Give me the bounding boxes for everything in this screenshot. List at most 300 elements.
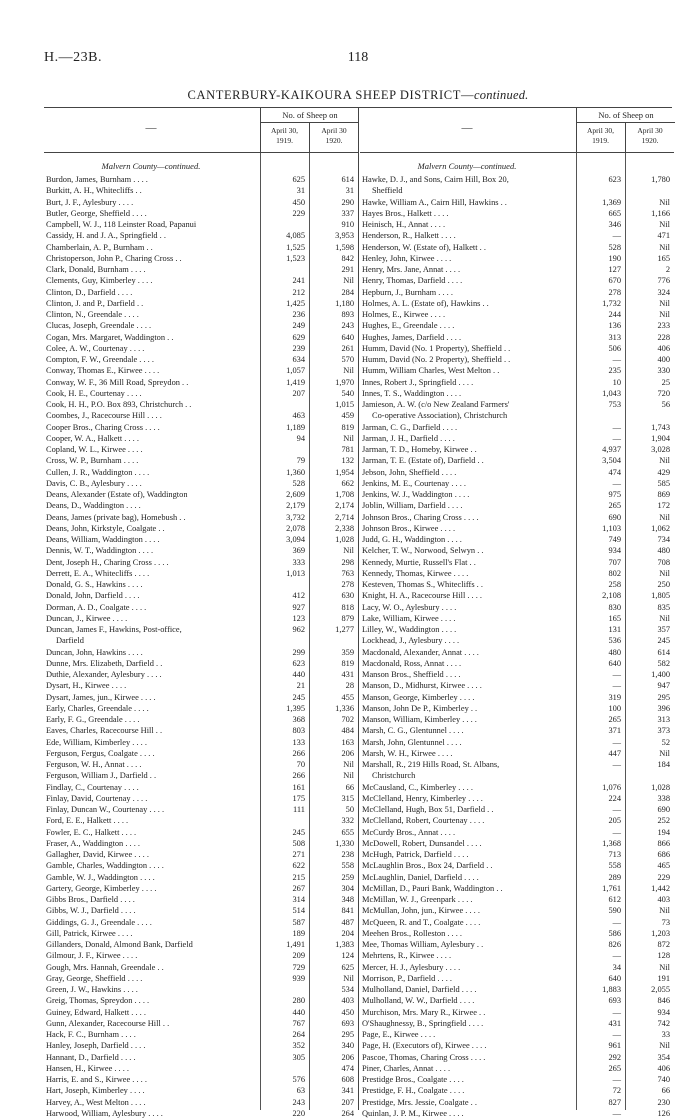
table-row (44, 568, 358, 579)
sheep-1920-value: 818 (341, 602, 354, 612)
sheep-1919-value: 209 (292, 951, 305, 961)
sheep-1919-value: 189 (292, 928, 305, 938)
sheep-1919-value: 241 (292, 276, 305, 286)
table-row (44, 725, 358, 736)
owner-name: Duncan, James F., Hawkins, Post-office, Darfield (46, 625, 182, 646)
table-row (360, 1085, 674, 1096)
table-row (360, 467, 674, 478)
sheep-1919-value: 830 (608, 602, 621, 612)
table-row (360, 602, 674, 613)
table-row (360, 692, 674, 703)
sheep-1920-value: 313 (657, 715, 670, 724)
owner-name: Lacy, W. O., Aylesbury . . . . (362, 602, 457, 612)
sheep-1919-value: 305 (292, 1052, 305, 1062)
table-row (360, 500, 674, 511)
sheep-1920-value: 740 (657, 1075, 670, 1084)
owner-name: Ferguson, Fergus, Coalgate . . . . (46, 748, 155, 758)
sheep-1919-value: 713 (608, 850, 621, 859)
owner-name: Gallagher, David, Kirwee . . . . (46, 850, 149, 859)
table-row (360, 1052, 674, 1063)
sheep-1920-value: 686 (657, 850, 670, 859)
table-row (44, 804, 358, 815)
sheep-1919-value: 220 (292, 1108, 305, 1118)
sheep-1919-value: 463 (292, 411, 305, 421)
owner-name: Jarman, C. G., Darfield . . . . (362, 422, 458, 432)
sheep-1920-value: 1,970 (335, 377, 354, 387)
owner-name: McClelland, Robert, Courtenay . . . . (362, 816, 485, 826)
sheep-1919-value: 175 (292, 793, 305, 803)
sheep-1919-value: 299 (292, 647, 305, 657)
owner-name: Page, H. (Executors of), Kirwee . . . . (362, 1041, 487, 1051)
table-row (360, 174, 674, 197)
owner-name: Clucas, Joseph, Greendale . . . . (46, 321, 152, 331)
sheep-1919-value: 1,525 (286, 242, 305, 252)
table-row (44, 658, 358, 669)
sheep-1920-value: 2,174 (335, 501, 354, 511)
sheep-1919-value: — (612, 1007, 621, 1017)
sheep-1920-value: 1,028 (651, 782, 670, 792)
owner-name: Duthie, Alexander, Aylesbury . . . . (46, 670, 162, 679)
sheep-1920-value: 429 (657, 467, 670, 477)
sheep-1919-value: 1,732 (602, 298, 621, 308)
table-body-left (44, 153, 358, 1118)
owner-name: Fraser, A., Waddington . . . . (46, 838, 140, 848)
owner-name: Hughes, E., Greendale . . . . (362, 321, 455, 331)
sheep-1920-value: 720 (657, 388, 670, 398)
sheep-1920-value: 304 (341, 883, 354, 893)
sheep-1919-value: 447 (608, 748, 621, 758)
sheep-1920-value: 835 (657, 602, 670, 612)
sheep-1920-value: 608 (341, 1075, 354, 1084)
sheep-1920-value: 640 (341, 332, 354, 342)
sheep-1920-value: 1,203 (651, 928, 670, 938)
county-heading: Malvern County—continued. (101, 161, 201, 171)
sheep-1920-value: 354 (657, 1052, 670, 1062)
sheep-1920-value: 582 (657, 658, 670, 668)
table-row (360, 208, 674, 219)
sheep-table (44, 107, 672, 1118)
table-row (360, 489, 674, 500)
sheep-1920-value: 28 (345, 681, 354, 691)
sheep-1919-value: 224 (608, 793, 621, 803)
sheep-1919-value: 267 (292, 883, 305, 893)
table-row (360, 950, 674, 961)
sheep-1920-value: Nil (659, 456, 670, 466)
table-row (44, 230, 358, 241)
sheep-1920-value: 1,330 (335, 838, 354, 848)
table-row (360, 669, 674, 680)
owner-name: Jenkins, M. E., Courtenay . . . . (362, 478, 466, 488)
owner-name: Deans, William, Waddington . . . . (46, 535, 160, 544)
owner-name: Findlay, C., Courtenay . . . . (46, 782, 139, 792)
owner-name: O'Shaughnessy, B., Springfield . . . . (362, 1018, 484, 1028)
sheep-1919-value: 1,523 (286, 253, 305, 263)
table-row (44, 557, 358, 568)
sheep-1919-value: 111 (293, 805, 305, 814)
sheep-1919-value: 161 (292, 782, 305, 792)
sheep-1919-value: 431 (608, 1018, 621, 1028)
table-row (44, 320, 358, 331)
owner-name: Henry, Thomas, Darfield . . . . (362, 276, 463, 286)
sheep-1919-value: 2,179 (286, 501, 305, 511)
table-row (44, 815, 358, 826)
sheep-1920-value: 132 (341, 456, 354, 466)
sheep-1919-value: 21 (296, 681, 305, 691)
table-row (44, 512, 358, 523)
sheep-1920-value: 332 (341, 816, 354, 826)
sheep-1919-value: 190 (608, 253, 621, 263)
sheep-1920-value: 702 (341, 715, 354, 724)
table-row (44, 197, 358, 208)
owner-name: Burdon, James, Burnham . . . . (46, 175, 148, 184)
sheep-1919-value: 1,368 (602, 838, 621, 848)
owner-name: Cooper, W. A., Halkett . . . . (46, 433, 139, 443)
table-row (360, 928, 674, 939)
sheep-1920-value: 25 (661, 377, 670, 387)
table-row (44, 275, 358, 286)
sheep-1919-value: 1,425 (286, 298, 305, 308)
sheep-1919-value: 536 (608, 636, 621, 646)
sheep-1919-value: 271 (292, 850, 305, 859)
table-row (44, 410, 358, 421)
sheep-1920-value: 3,953 (335, 231, 354, 241)
table-row (44, 388, 358, 399)
owner-name: Cook, H. E., Courtenay . . . . (46, 388, 142, 398)
owner-name: Clements, Guy, Kimberley . . . . (46, 276, 153, 286)
sheep-1919-value: 612 (608, 895, 621, 904)
sheep-1920-value: Nil (343, 760, 354, 769)
sheep-1920-value: Nil (343, 366, 354, 376)
sheep-1919-value: 480 (608, 647, 621, 657)
sheep-1920-value: 52 (661, 737, 670, 747)
owner-name: Manson, D., Midhurst, Kirwee . . . . (362, 681, 482, 691)
table-row (44, 242, 358, 253)
sheep-1919-value: 72 (612, 1086, 621, 1096)
table-row (360, 624, 674, 635)
year-1919-header: April 30, 1919. (576, 123, 624, 152)
owner-name: Innes, T. S., Waddington . . . . (362, 388, 462, 398)
table-row (360, 1074, 674, 1085)
sheep-1920-value: Nil (343, 433, 354, 443)
table-row (360, 815, 674, 826)
owner-name: Jebson, John, Sheffield . . . . (362, 467, 457, 477)
sheep-1920-value: 233 (657, 321, 670, 331)
owner-name: Prestidge Bros., Coalgate . . . . (362, 1075, 464, 1084)
owner-name: Duncan, John, Hawkins . . . . (46, 647, 143, 657)
sheep-1920-value: 261 (341, 343, 354, 353)
sheep-1920-value: 893 (341, 310, 354, 319)
sheep-1919-value: 3,504 (602, 456, 621, 466)
table-row (44, 1074, 358, 1085)
owner-name: Ede, William, Kimberley . . . . (46, 737, 147, 747)
owner-name: Clark, Donald, Burnham . . . . (46, 265, 146, 274)
table-row (360, 365, 674, 376)
sheep-1920-value: Nil (343, 546, 354, 556)
table-row (44, 444, 358, 455)
sheep-1919-value: 265 (608, 715, 621, 724)
year-1920-header: April 30 1920. (309, 123, 358, 152)
owner-name: Gill, Patrick, Kirwee . . . . (46, 928, 133, 938)
owner-name: Copland, W. L., Kirwee . . . . (46, 445, 143, 454)
sheep-1919-value: 265 (608, 501, 621, 511)
owner-name: Holmes, E., Kirwee . . . . (362, 310, 446, 319)
sheep-1920-value: 298 (341, 557, 354, 567)
sheep-1919-value: 79 (296, 456, 305, 466)
table-row (360, 658, 674, 669)
table-row (360, 1018, 674, 1029)
table-row (44, 748, 358, 759)
table-row (360, 354, 674, 365)
sheep-1920-value: Nil (659, 962, 670, 972)
sheep-1920-value: 338 (657, 793, 670, 803)
sheep-1920-value: 2,338 (335, 523, 354, 533)
table-row (44, 680, 358, 691)
sheep-1920-value: 295 (341, 1030, 354, 1039)
sheep-1919-value: — (612, 670, 621, 679)
sheep-1919-value: 693 (608, 996, 621, 1006)
owner-name: McClelland, Hugh, Box 51, Darfield . . (362, 805, 494, 814)
owner-name: Piner, Charles, Annat . . . . (362, 1063, 451, 1073)
sheep-1919-value: 1,057 (286, 366, 305, 376)
sheep-1919-value: 205 (608, 816, 621, 826)
sheep-1920-value: 124 (341, 951, 354, 961)
row-list-right (360, 174, 674, 1119)
sheep-1919-value: — (612, 355, 621, 364)
owner-name: Gunn, Alexander, Racecourse Hill . . (46, 1018, 170, 1028)
sheep-1920-value: 947 (657, 681, 670, 691)
owner-name: Dennis, W. T., Waddington . . . . (46, 546, 154, 556)
table-row (360, 332, 674, 343)
sheep-1919-value: 622 (292, 861, 305, 871)
sheep-1919-value: 333 (292, 557, 305, 567)
sheep-1919-value: 368 (292, 715, 305, 724)
sheep-1919-value: 243 (292, 1097, 305, 1107)
sheep-1919-value: 528 (292, 478, 305, 488)
table-row (44, 872, 358, 883)
sheep-1919-value: 927 (292, 602, 305, 612)
sheep-1920-value: 866 (657, 838, 670, 848)
owner-name: Lake, William, Kirwee . . . . (362, 613, 456, 623)
table-row (360, 917, 674, 928)
table-row (360, 827, 674, 838)
document-reference: H.—23B. (44, 50, 102, 65)
owner-name: Giddings, G. J., Greendale . . . . (46, 917, 152, 927)
sheep-1920-value: Nil (659, 906, 670, 916)
sheep-1919-value: 244 (608, 310, 621, 319)
table-row (44, 467, 358, 478)
owner-name: Hansen, H., Kirwee . . . . (46, 1063, 130, 1073)
sheep-1920-value: 776 (657, 276, 670, 286)
right-column (360, 108, 674, 1118)
table-row (44, 253, 358, 264)
sheep-1920-value: 284 (341, 287, 354, 297)
owner-name: McMillan, W. J., Greenpark . . . . (362, 895, 473, 904)
sheep-1919-value: 1,491 (286, 940, 305, 949)
table-row (44, 219, 358, 230)
owner-name: Henderson, R., Halkett . . . . (362, 231, 456, 241)
owner-name: Marsh, John, Glentunnel . . . . (362, 737, 462, 747)
sheep-1919-value: 266 (292, 771, 305, 781)
owner-name: Deans, Alexander (Estate of), Waddington (46, 490, 188, 499)
owner-name: Henderson, W. (Estate of), Halkett . . (362, 242, 486, 252)
page-number: 118 (347, 50, 369, 65)
owner-name: McCausland, C., Kimberley . . . . (362, 782, 473, 792)
table-row (360, 647, 674, 658)
sheep-1920-value: Nil (659, 613, 670, 623)
owner-name: Dorman, A. D., Coalgate . . . . (46, 602, 147, 612)
sheep-1920-value: 337 (341, 208, 354, 218)
sheep-1919-value: 369 (292, 546, 305, 556)
sheep-1920-value: 291 (341, 265, 354, 274)
owner-name: McClelland, Henry, Kimberley . . . . (362, 793, 483, 803)
sheep-1920-value: Nil (343, 973, 354, 983)
table-row (360, 838, 674, 849)
sheep-1919-value: 640 (608, 973, 621, 983)
sheep-1920-value: 450 (341, 1007, 354, 1017)
owner-name: Gough, Mrs. Hannah, Greendale . . (46, 962, 164, 972)
owner-name: Marsh, C. G., Glentunnel . . . . (362, 726, 464, 736)
owner-name: Cogan, Mrs. Margaret, Waddington . . (46, 332, 174, 342)
owner-name: Jarman, J. H., Darfield . . . . (362, 433, 455, 443)
sheep-1920-value: 264 (341, 1108, 354, 1118)
owner-name: Prestidge, F. H., Coalgate . . . . (362, 1086, 465, 1096)
table-row (360, 275, 674, 286)
table-row (360, 253, 674, 264)
table-row (360, 905, 674, 916)
sheep-1920-value: 655 (341, 827, 354, 837)
table-row (44, 714, 358, 725)
sheep-1919-value: 133 (292, 737, 305, 747)
sheep-1920-value: 406 (657, 1063, 670, 1073)
table-row (44, 399, 358, 410)
sheep-1920-value: Nil (659, 197, 670, 207)
table-row (360, 399, 674, 422)
owner-name: McLaughlin, Daniel, Darfield . . . . (362, 872, 479, 882)
owner-name: Hart, Joseph, Kimberley . . . . (46, 1086, 145, 1096)
sheep-1920-value: 348 (341, 895, 354, 904)
owner-name: Kennedy, Thomas, Kirwee . . . . (362, 568, 469, 578)
owner-name: Manson, William, Kimberley . . . . (362, 715, 477, 724)
table-row (360, 444, 674, 455)
table-row (44, 602, 358, 613)
sheep-1920-value: 872 (657, 940, 670, 949)
table-row (360, 872, 674, 883)
sheep-1920-value: 206 (341, 1052, 354, 1062)
sheep-1919-value: 165 (608, 613, 621, 623)
sheep-1919-value: 207 (292, 388, 305, 398)
table-row (360, 1007, 674, 1018)
table-row (44, 770, 358, 781)
sheep-1920-value: Nil (343, 771, 354, 781)
table-row (44, 827, 358, 838)
owner-name: Davis, C. B., Aylesbury . . . . (46, 478, 142, 488)
sheep-1919-value: 4,085 (286, 231, 305, 241)
table-row (360, 613, 674, 624)
table-row (44, 264, 358, 275)
owner-name: Hanley, Joseph, Darfield . . . . (46, 1041, 146, 1051)
table-row (44, 534, 358, 545)
sheep-1920-value: 341 (341, 1086, 354, 1096)
sheep-1919-value: 346 (608, 220, 621, 229)
sheep-1920-value: 614 (657, 647, 670, 657)
name-column-header: — (145, 122, 157, 134)
owner-name: Heinisch, H., Annat . . . . (362, 220, 446, 229)
sheep-1920-value: 373 (657, 726, 670, 736)
owner-name: Dysart, H., Kirwee . . . . (46, 681, 127, 691)
sheep-1919-value: — (612, 1108, 621, 1118)
sheep-1919-value: 212 (292, 287, 305, 297)
sheep-1920-value: 1,743 (651, 422, 670, 432)
table-row (360, 962, 674, 973)
sheep-1919-value: 1,076 (602, 782, 621, 792)
table-row (360, 1108, 674, 1119)
sheep-1920-value: Nil (659, 568, 670, 578)
sheep-1920-value: 243 (341, 321, 354, 331)
sheep-1919-value: 131 (608, 625, 621, 634)
sheep-1919-value: 2,078 (286, 523, 305, 533)
owner-name: Henry, Mrs. Jane, Annat . . . . (362, 265, 461, 274)
sheep-1920-value: Nil (659, 310, 670, 319)
sheep-1920-value: Nil (659, 298, 670, 308)
owner-name: Dysart, James, jun., Kirwee . . . . (46, 692, 156, 702)
table-row (360, 590, 674, 601)
owner-name: Hannant, D., Darfield . . . . (46, 1052, 136, 1062)
sheep-1919-value: 670 (608, 276, 621, 286)
sheep-1920-value: 1,904 (651, 433, 670, 443)
owner-name: Duncan, J., Kirwee . . . . (46, 613, 128, 623)
sheep-1920-value: 357 (657, 625, 670, 634)
table-row (44, 692, 358, 703)
owner-name: Donald, John, Darfield . . . . (46, 591, 140, 601)
table-row (44, 523, 358, 534)
sheep-1920-value: 480 (657, 546, 670, 556)
sheep-1920-value: 690 (657, 805, 670, 814)
table-row (44, 984, 358, 995)
sheep-1920-value: 126 (657, 1108, 670, 1118)
table-row (360, 680, 674, 691)
owner-name: Hughes, James, Darfield . . . . (362, 332, 462, 342)
owner-name: Gamble, W. J., Waddington . . . . (46, 872, 155, 882)
owner-name: Cooper Bros., Charing Cross . . . . (46, 422, 160, 432)
owner-name: Dunne, Mrs. Elizabeth, Darfield . . (46, 658, 163, 668)
sheep-1919-value: 4,937 (602, 445, 621, 454)
sheep-1919-value: 10 (612, 377, 621, 387)
owner-name: Humm, David (No. 2 Property), Sheffield . . (362, 355, 511, 364)
owner-name: Innes, Robert J., Springfield . . . . (362, 377, 474, 387)
sheep-1919-value: 508 (292, 838, 305, 848)
table-row (360, 320, 674, 331)
table-row (44, 928, 358, 939)
owner-name: Clinton, D., Darfield . . . . (46, 287, 133, 297)
sheep-1919-value: 1,189 (286, 422, 305, 432)
sheep-1920-value: Nil (343, 276, 354, 286)
sheep-1920-value: 340 (341, 1041, 354, 1051)
owner-name: Campbell, W. J., 118 Leinster Road, Papanui (46, 220, 197, 229)
sheep-1920-value: 471 (657, 231, 670, 241)
table-row (360, 725, 674, 736)
table-row (360, 939, 674, 950)
table-row (360, 635, 674, 646)
owner-name: Gartery, George, Kimberley . . . . (46, 883, 157, 893)
owner-name: Johnson Bros., Kirwee . . . . (362, 523, 456, 533)
owner-name: Early, F. G., Greendale . . . . (46, 715, 140, 724)
sheep-1919-value: 123 (292, 613, 305, 623)
sheep-1919-value: 31 (296, 186, 305, 196)
sheep-1920-value: 359 (341, 647, 354, 657)
sheep-1920-value: Nil (659, 220, 670, 229)
table-row (360, 995, 674, 1006)
sheep-1920-value: 31 (345, 186, 354, 196)
